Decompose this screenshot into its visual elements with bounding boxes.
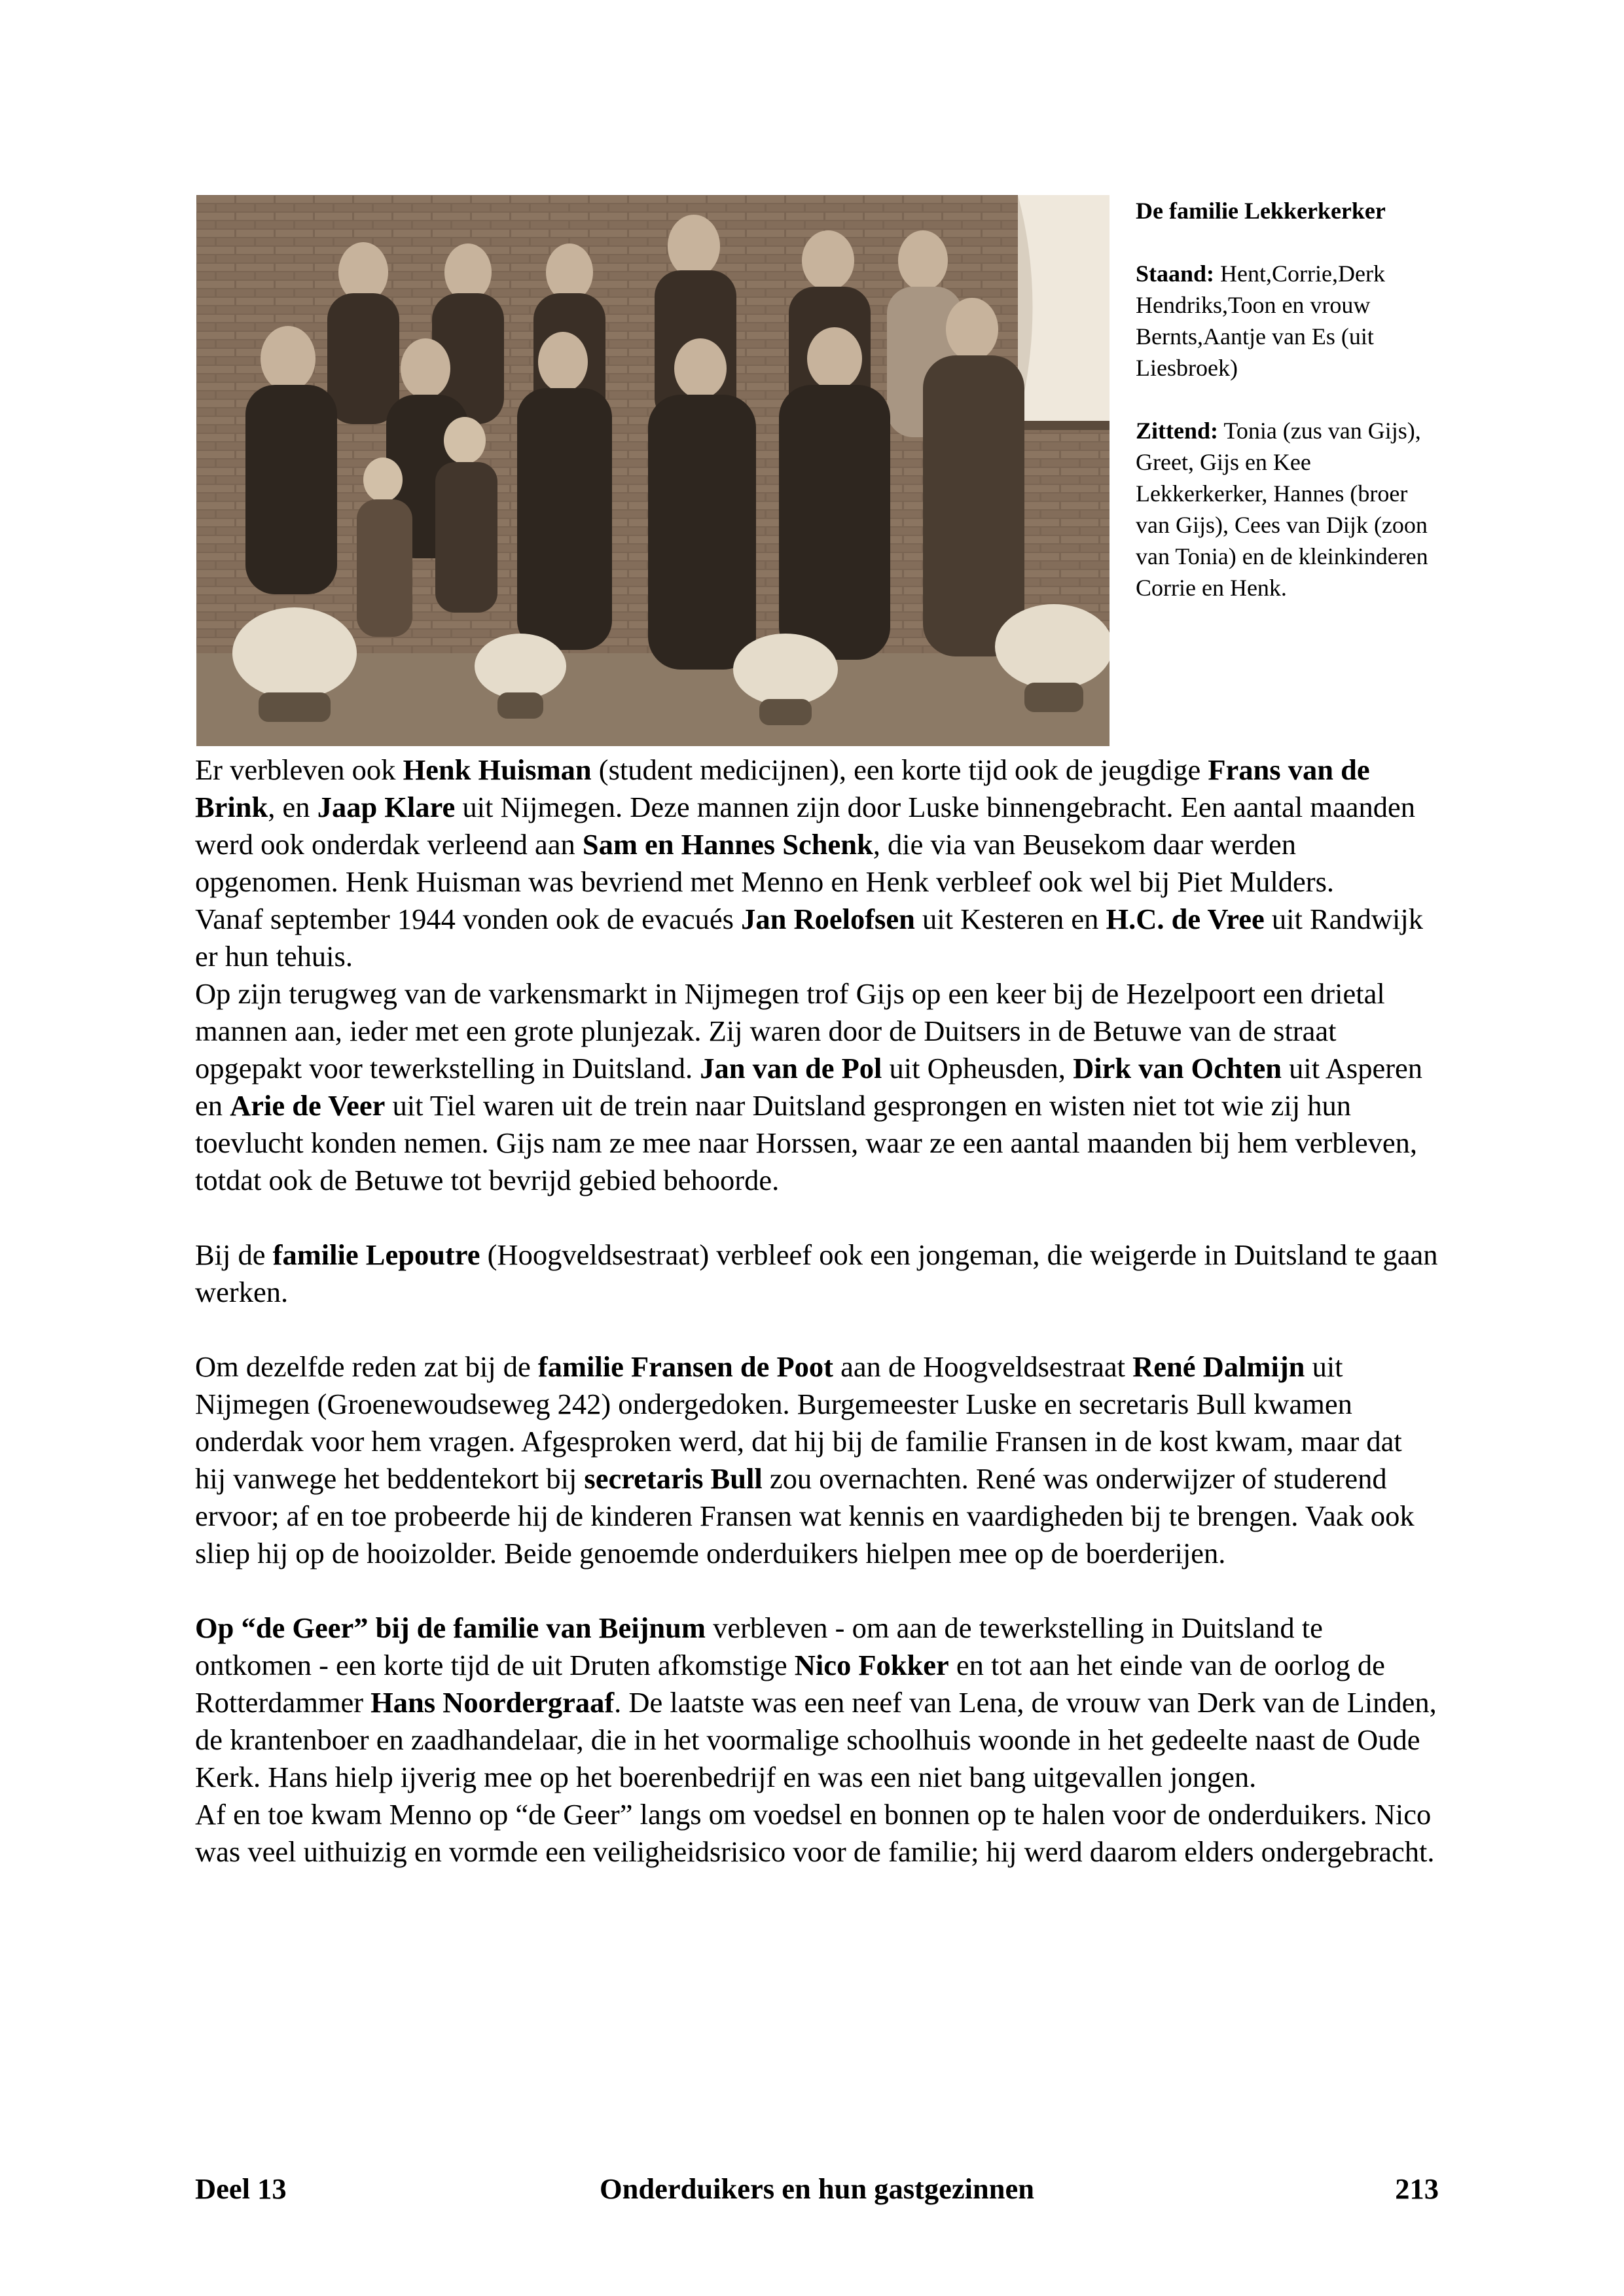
bold-run: Jan Roelofsen xyxy=(741,903,915,935)
text-run: Bij de xyxy=(195,1238,273,1271)
bold-run: Henk Huisman xyxy=(403,753,592,786)
text-run: uit Randwijk er hun tehuis. xyxy=(195,903,1423,973)
bold-run: René Dalmijn xyxy=(1132,1350,1305,1383)
text-run: Af en toe kwam Menno op “de Geer” langs om voedsel en bonnen op te halen voor de onderduikers. Nico was veel uithuizig en vormde een veiligheidsrisico voor de familie; hij werd daarom elders ondergebracht. xyxy=(195,1798,1435,1868)
text-run: uit Nijmegen (Groenewoudseweg 242) ondergedoken. Burgemeester Luske en secretaris Bull kwamen onderdak voor hem vragen. Afgesproken werd, dat hij bij de familie Fransen in de kost kwam, maar dat hij vanwege het beddentekort bij xyxy=(195,1350,1402,1495)
family-photo xyxy=(196,195,1110,746)
caption-seated xyxy=(1136,415,1443,603)
bold-run: Frans van de Brink xyxy=(195,753,1370,823)
bold-run: Nico Fokker xyxy=(794,1649,949,1681)
footer-title: Onderduikers en hun gastgezinnen xyxy=(600,2172,1034,2205)
text-run: zou overnachten. René was onderwijzer of studerend ervoor; af en toe probeerde hij de kinderen Fransen wat kennis en vaardigheden bij te brengen. Vaak ook sliep hij op de hooizolder. Beide genoemde onderduikers hielpen mee op de boerderijen. xyxy=(195,1462,1415,1570)
text-run: verbleven - om aan de tewerkstelling in Duitsland te ontkomen - een korte tijd de uit Druten afkomstige xyxy=(195,1611,1323,1681)
bold-run: Jan van de Pol xyxy=(700,1052,882,1085)
bold-run: Jaap Klare xyxy=(317,791,456,823)
family-photo-image xyxy=(196,195,1110,746)
text-run: , en xyxy=(268,791,317,823)
text-run: . De laatste was een neef van Lena, de vrouw van Derk van de Linden, de krantenboer en zaadhandelaar, die in het voormalige schoolhuis woonde in het gedeelte naast de Oude Kerk. Hans hielp ijverig mee op het boerenbedrijf en was een niet bang uitgevallen jongen. xyxy=(195,1686,1437,1793)
body-paragraph xyxy=(195,1796,1439,1871)
body-paragraph xyxy=(195,975,1439,1199)
text-run: aan de Hoogveldsestraat xyxy=(833,1350,1133,1383)
text-run: , die via van Beusekom daar werden opgenomen. Henk Huisman was bevriend met Menno en Henk verbleef ook wel bij Piet Mulders. xyxy=(195,828,1335,898)
text-run: uit Opheusden, xyxy=(882,1052,1074,1085)
page-footer xyxy=(195,2172,1439,2211)
body-paragraph xyxy=(195,751,1439,901)
bold-run: Sam en Hannes Schenk xyxy=(582,828,873,861)
caption-title: De familie Lekkerkerker xyxy=(1136,198,1386,224)
text-run: (student medicijnen), een korte tijd ook de jeugdige xyxy=(591,753,1208,786)
body-paragraph xyxy=(195,1609,1439,1796)
text-run: uit Asperen en xyxy=(195,1052,1423,1122)
body-paragraph xyxy=(195,901,1439,975)
photo-caption xyxy=(1136,195,1443,603)
footer-part-label: Deel 13 xyxy=(195,2172,287,2205)
text-run: uit Nijmegen. Deze mannen zijn door Luske binnengebracht. Een aantal maanden werd ook onderdak verleend aan xyxy=(195,791,1415,861)
body-text xyxy=(195,751,1439,1871)
body-paragraph xyxy=(195,1236,1439,1311)
bold-run: familie Fransen de Poot xyxy=(537,1350,833,1383)
caption-seated-text: Tonia (zus van Gijs), Greet, Gijs en Kee Lekkerkerker, Hannes (broer van Gijs), Cees van Dijk (zoon van Tonia) en de kleinkinderen Corrie en Henk. xyxy=(1136,418,1428,601)
text-run: uit Kesteren en xyxy=(914,903,1106,935)
text-run: (Hoogveldsestraat) verbleef ook een jongeman, die weigerde in Duitsland te gaan werken. xyxy=(195,1238,1438,1308)
body-paragraph xyxy=(195,1348,1439,1572)
bold-run: secretaris Bull xyxy=(584,1462,763,1495)
text-run: Er verbleven ook xyxy=(195,753,403,786)
page-number: 213 xyxy=(1395,2172,1439,2205)
caption-standing-text: Hent,Corrie,Derk Hendriks,Toon en vrouw Bernts,Aantje van Es (uit Liesbroek) xyxy=(1136,260,1385,381)
caption-standing xyxy=(1136,258,1443,384)
text-run: en tot aan het einde van de oorlog de Rotterdammer xyxy=(195,1649,1385,1719)
text-run: Op zijn terugweg van de varkensmarkt in Nijmegen trof Gijs op een keer bij de Hezelpoort een drietal mannen aan, ieder met een grote plunjezak. Zij waren door de Duitsers in de Betuwe van de straat opgepakt voor tewerkstelling in Duitsland. xyxy=(195,977,1385,1085)
bold-run: Op “de Geer” bij de familie van Beijnum xyxy=(195,1611,706,1644)
bold-run: Hans Noordergraaf xyxy=(370,1686,615,1719)
bold-run: H.C. de Vree xyxy=(1106,903,1265,935)
bold-run: Arie de Veer xyxy=(230,1089,386,1122)
bold-run: Dirk van Ochten xyxy=(1073,1052,1282,1085)
caption-standing-label: Staand: xyxy=(1136,260,1215,287)
text-run: Vanaf september 1944 vonden ook de evacués xyxy=(195,903,742,935)
caption-seated-label: Zittend: xyxy=(1136,418,1218,444)
text-run: uit Tiel waren uit de trein naar Duitsland gesprongen en wisten niet tot wie zij hun toevlucht konden nemen. Gijs nam ze mee naar Horssen, waar ze een aantal maanden bij hem verbleven, totdat ook de Betuwe tot bevrijd gebied behoorde. xyxy=(195,1089,1418,1196)
bold-run: familie Lepoutre xyxy=(272,1238,480,1271)
text-run: Om dezelfde reden zat bij de xyxy=(195,1350,538,1383)
